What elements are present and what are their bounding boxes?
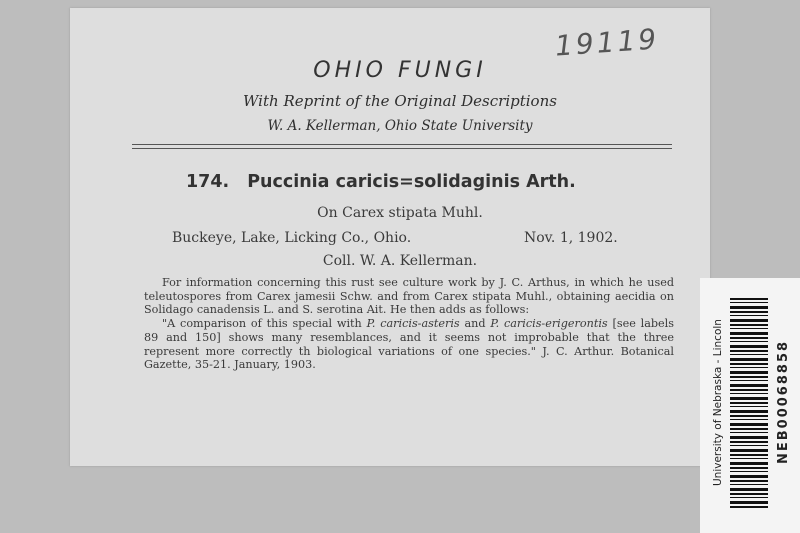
- description-paragraph: For information concerning this rust see culture work by J. C. Arthus, in which he used teleutospores from Carex jamesii Schw. and from Carex stipata Muhl., obtaining aecidia on Solidago canadensis L. and S. serotina Ait. He then adds as follows:: [144, 276, 674, 317]
- quote-paragraph: [144, 317, 674, 372]
- quote-part: and: [459, 317, 491, 331]
- accession-number: 19119: [553, 22, 661, 63]
- collection-date: Nov. 1, 1902.: [524, 230, 618, 246]
- label-subtitle: With Reprint of the Original Descriptions: [243, 92, 557, 110]
- collector-line: Coll. W. A. Kellerman.: [322, 253, 478, 269]
- label-author: W. A. Kellerman, Ohio State University: [267, 118, 533, 134]
- species-heading: [186, 172, 576, 192]
- quote-part: "A comparison of this special with: [162, 317, 367, 331]
- barcode-number: NEB00068858: [776, 339, 791, 464]
- label-title: OHIO FUNGI: [313, 58, 487, 83]
- species-name: Puccinia caricis=solidaginis Arth.: [247, 172, 576, 192]
- institution-name: University of Nebraska - Lincoln: [712, 319, 724, 486]
- divider-rule: [132, 144, 672, 145]
- locality-line: Buckeye, Lake, Licking Co., Ohio.: [172, 230, 412, 246]
- species-number: 174.: [186, 172, 230, 192]
- quote-taxon: P. caricis-asteris: [366, 317, 460, 331]
- host-line: On Carex stipata Muhl.: [317, 205, 483, 221]
- description-text: [144, 276, 674, 372]
- quote-taxon: P. caricis-erigerontis: [490, 317, 608, 331]
- quote-part: [see labels 89 and 150] shows many resemblances, and it seems not improbable that the three represent more correctly th biological variations of one species." J. C. Arthur. Botanical Gazette, 35-21. January, 1903.: [144, 317, 675, 372]
- divider-rule: [132, 148, 672, 149]
- barcode-bars: [730, 298, 768, 510]
